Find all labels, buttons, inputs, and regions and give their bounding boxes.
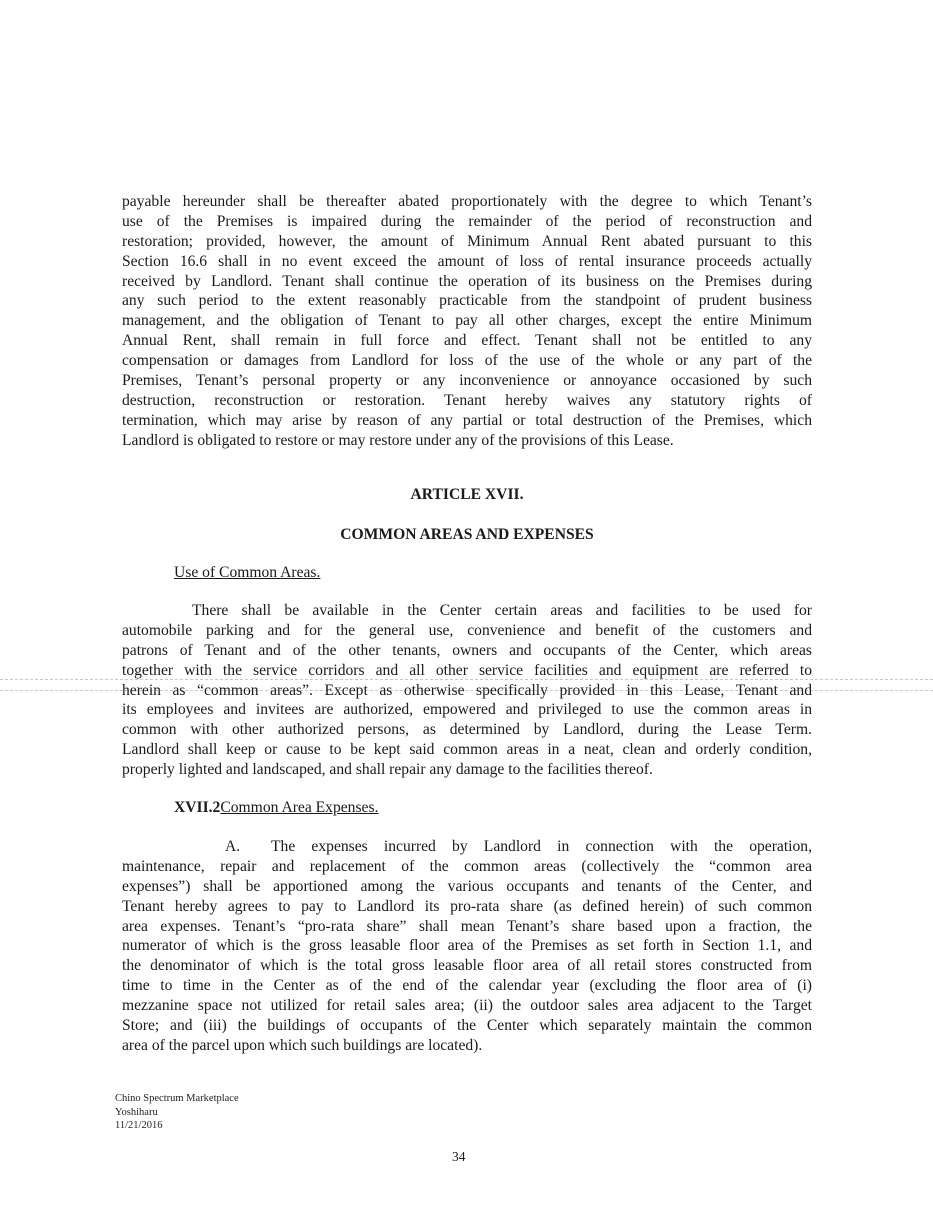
article-number: ARTICLE XVII. bbox=[410, 486, 524, 503]
text-line: maintenance, repair and replacement of the common areas (collectively the “common area bbox=[122, 857, 812, 875]
text-line: its employees and invitees are authorized, empowered and privileged to use the common areas in bbox=[122, 701, 812, 719]
text-line: received by Landlord. Tenant shall continue the operation of its business on the Premises during bbox=[122, 272, 812, 290]
text-line: the denominator of which is the total gross leasable floor area of all retail stores constructed from bbox=[122, 957, 812, 975]
section-title: Common Area Expenses. bbox=[220, 799, 379, 816]
text-line: There shall be available in the Center certain areas and facilities to be used for bbox=[192, 602, 812, 619]
text-line: automobile parking and for the general use, convenience and benefit of the customers and bbox=[122, 621, 812, 639]
text-line: compensation or damages from Landlord for loss of the use of the whole or any part of the bbox=[122, 352, 812, 370]
text-line: management, and the obligation of Tenant to pay all other charges, except the entire Minimum bbox=[122, 312, 812, 330]
text-line: termination, which may arise by reason of any partial or total destruction of the Premises, which bbox=[122, 411, 812, 429]
text-line bbox=[122, 837, 812, 857]
common-area-expenses-paragraph bbox=[122, 837, 812, 1056]
text-line: expenses”) shall be apportioned among the various occupants and tenants of the Center, and bbox=[122, 877, 812, 895]
continuation-paragraph bbox=[122, 192, 812, 451]
section-number: XVII.2 bbox=[174, 799, 221, 816]
text-line: Premises, Tenant’s personal property or any inconvenience or annoyance occasioned by such bbox=[122, 372, 812, 390]
text-line: Landlord is obligated to restore or may restore under any of the provisions of this Lease. bbox=[122, 431, 674, 449]
text-line: Annual Rent, shall remain in full force and effect. Tenant shall not be entitled to any bbox=[122, 332, 812, 350]
section-heading-use-of-common-areas: Use of Common Areas. bbox=[174, 564, 321, 581]
text-line: area of the parcel upon which such buildings are located). bbox=[122, 1036, 483, 1054]
use-of-common-areas-paragraph bbox=[122, 601, 812, 780]
text-line: common with other authorized persons, as determined by Landlord, during the Lease Term. bbox=[122, 721, 812, 739]
text-line: use of the Premises is impaired during the remainder of the period of reconstruction and bbox=[122, 212, 812, 230]
text-line: area expenses. Tenant’s “pro-rata share” shall mean Tenant’s share based upon a fraction, the bbox=[122, 917, 812, 935]
item-text: The expenses incurred by Landlord in connection with the operation, bbox=[271, 838, 812, 855]
footer-property-name: Chino Spectrum Marketplace bbox=[115, 1093, 239, 1104]
text-line: restoration; provided, however, the amount of Minimum Annual Rent abated pursuant to this bbox=[122, 232, 812, 250]
text-line: Tenant hereby agrees to pay to Landlord its pro-rata share (as defined herein) of such common bbox=[122, 897, 812, 915]
text-line: Store; and (iii) the buildings of occupants of the Center which separately maintain the common bbox=[122, 1017, 812, 1035]
text-line: Section 16.6 shall in no event exceed the amount of loss of rental insurance proceeds actually bbox=[122, 252, 812, 270]
article-title: COMMON AREAS AND EXPENSES bbox=[340, 526, 594, 543]
item-label: A. bbox=[225, 838, 241, 855]
section-heading-common-area-expenses bbox=[174, 799, 378, 817]
text-line: mezzanine space not utilized for retail sales area; (ii) the outdoor sales area adjacent to the Target bbox=[122, 997, 812, 1015]
text-line: destruction, reconstruction or restoration. Tenant hereby waives any statutory rights of bbox=[122, 391, 812, 409]
text-line: together with the service corridors and all other service facilities and equipment are referred to bbox=[122, 661, 812, 679]
text-line: herein as “common areas”. Except as otherwise specifically provided in this Lease, Tenant and bbox=[122, 681, 812, 699]
footer-date: 11/21/2016 bbox=[115, 1120, 163, 1131]
page-number: 34 bbox=[452, 1149, 466, 1164]
text-line: payable hereunder shall be thereafter abated proportionately with the degree to which Tenant’s bbox=[122, 193, 812, 210]
text-line: numerator of which is the gross leasable floor area of the Premises as set forth in Section 1.1, and bbox=[122, 937, 812, 955]
text-line: time to time in the Center as of the end of the calendar year (excluding the floor area of (i) bbox=[122, 977, 812, 995]
footer-tenant-name: Yoshiharu bbox=[115, 1106, 158, 1118]
text-line: any such period to the extent reasonably practicable from the standpoint of prudent business bbox=[122, 292, 812, 310]
document-footer bbox=[115, 1092, 239, 1133]
text-line: patrons of Tenant and of the other tenants, owners and occupants of the Center, which areas bbox=[122, 641, 812, 659]
text-line: Landlord shall keep or cause to be kept said common areas in a neat, clean and orderly condition, bbox=[122, 741, 812, 759]
text-line: properly lighted and landscaped, and shall repair any damage to the facilities thereof. bbox=[122, 761, 653, 779]
